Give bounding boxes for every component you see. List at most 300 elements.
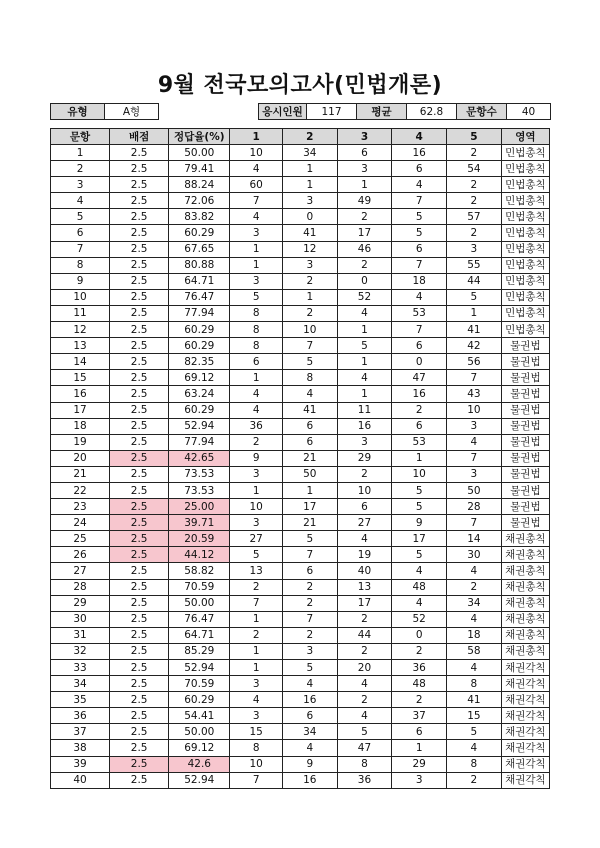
choice-3-count-cell: 2 bbox=[337, 643, 392, 659]
choice-3-count-cell: 1 bbox=[337, 386, 392, 402]
choice-5-count-cell: 43 bbox=[447, 386, 502, 402]
correct-rate-cell: 60.29 bbox=[169, 225, 230, 241]
area-cell: 민법총칙 bbox=[501, 257, 549, 273]
question-number-cell: 17 bbox=[51, 402, 110, 418]
choice-2-count-cell: 4 bbox=[282, 740, 337, 756]
col-header-rate: 정답율(%) bbox=[169, 129, 230, 145]
table-row bbox=[51, 386, 550, 402]
table-row bbox=[51, 499, 550, 515]
choice-1-count-cell: 4 bbox=[230, 209, 283, 225]
choice-1-count-cell: 1 bbox=[230, 660, 283, 676]
choice-4-count-cell: 29 bbox=[392, 756, 447, 772]
choice-3-count-cell: 2 bbox=[337, 257, 392, 273]
points-cell: 2.5 bbox=[110, 772, 169, 788]
choice-1-count-cell: 13 bbox=[230, 563, 283, 579]
choice-4-count-cell: 6 bbox=[392, 161, 447, 177]
choice-3-count-cell: 36 bbox=[337, 772, 392, 788]
question-number-cell: 27 bbox=[51, 563, 110, 579]
area-cell: 채권총칙 bbox=[501, 547, 549, 563]
area-cell: 민법총칙 bbox=[501, 241, 549, 257]
table-row bbox=[51, 273, 550, 289]
correct-rate-cell: 83.82 bbox=[169, 209, 230, 225]
question-number-cell: 38 bbox=[51, 740, 110, 756]
choice-1-count-cell: 4 bbox=[230, 386, 283, 402]
choice-5-count-cell: 7 bbox=[447, 515, 502, 531]
table-row bbox=[51, 643, 550, 659]
points-cell: 2.5 bbox=[110, 257, 169, 273]
choice-5-count-cell: 2 bbox=[447, 579, 502, 595]
col-header-choice-3: 3 bbox=[337, 129, 392, 145]
choice-1-count-cell: 7 bbox=[230, 193, 283, 209]
choice-1-count-cell: 10 bbox=[230, 756, 283, 772]
choice-5-count-cell: 2 bbox=[447, 177, 502, 193]
choice-2-count-cell: 2 bbox=[282, 579, 337, 595]
correct-rate-cell: 85.29 bbox=[169, 643, 230, 659]
choice-3-count-cell: 5 bbox=[337, 338, 392, 354]
choice-5-count-cell: 3 bbox=[447, 466, 502, 482]
col-header-choice-1: 1 bbox=[230, 129, 283, 145]
table-row bbox=[51, 547, 550, 563]
question-count-label: 문항수 bbox=[457, 104, 507, 120]
choice-3-count-cell: 20 bbox=[337, 660, 392, 676]
choice-1-count-cell: 2 bbox=[230, 627, 283, 643]
choice-4-count-cell: 3 bbox=[392, 772, 447, 788]
choice-4-count-cell: 53 bbox=[392, 305, 447, 321]
area-cell: 물권법 bbox=[501, 370, 549, 386]
correct-rate-cell: 58.82 bbox=[169, 563, 230, 579]
points-cell: 2.5 bbox=[110, 145, 169, 161]
choice-4-count-cell: 9 bbox=[392, 515, 447, 531]
table-row bbox=[51, 724, 550, 740]
correct-rate-cell: 64.71 bbox=[169, 627, 230, 643]
question-number-cell: 34 bbox=[51, 676, 110, 692]
choice-5-count-cell: 42 bbox=[447, 338, 502, 354]
choice-4-count-cell: 4 bbox=[392, 595, 447, 611]
correct-rate-cell: 63.24 bbox=[169, 386, 230, 402]
choice-4-count-cell: 1 bbox=[392, 740, 447, 756]
choice-3-count-cell: 3 bbox=[337, 161, 392, 177]
question-number-cell: 32 bbox=[51, 643, 110, 659]
choice-5-count-cell: 4 bbox=[447, 740, 502, 756]
correct-rate-cell: 88.24 bbox=[169, 177, 230, 193]
correct-rate-cell: 79.41 bbox=[169, 161, 230, 177]
choice-5-count-cell: 58 bbox=[447, 643, 502, 659]
choice-4-count-cell: 52 bbox=[392, 611, 447, 627]
correct-rate-cell: 70.59 bbox=[169, 676, 230, 692]
choice-5-count-cell: 4 bbox=[447, 660, 502, 676]
table-row bbox=[51, 161, 550, 177]
choice-2-count-cell: 21 bbox=[282, 515, 337, 531]
question-number-cell: 4 bbox=[51, 193, 110, 209]
question-number-cell: 10 bbox=[51, 289, 110, 305]
area-cell: 민법총칙 bbox=[501, 305, 549, 321]
correct-rate-cell: 60.29 bbox=[169, 322, 230, 338]
question-number-cell: 26 bbox=[51, 547, 110, 563]
table-row bbox=[51, 145, 550, 161]
table-row bbox=[51, 177, 550, 193]
points-cell: 2.5 bbox=[110, 193, 169, 209]
choice-2-count-cell: 5 bbox=[282, 354, 337, 370]
choice-2-count-cell: 41 bbox=[282, 225, 337, 241]
correct-rate-cell: 70.59 bbox=[169, 579, 230, 595]
choice-5-count-cell: 15 bbox=[447, 708, 502, 724]
area-cell: 물권법 bbox=[501, 434, 549, 450]
correct-rate-cell: 77.94 bbox=[169, 434, 230, 450]
choice-1-count-cell: 3 bbox=[230, 273, 283, 289]
choice-4-count-cell: 53 bbox=[392, 434, 447, 450]
points-cell: 2.5 bbox=[110, 241, 169, 257]
choice-3-count-cell: 4 bbox=[337, 370, 392, 386]
correct-rate-cell: 50.00 bbox=[169, 724, 230, 740]
table-row bbox=[51, 466, 550, 482]
question-number-cell: 24 bbox=[51, 515, 110, 531]
choice-3-count-cell: 6 bbox=[337, 145, 392, 161]
points-cell: 2.5 bbox=[110, 692, 169, 708]
choice-1-count-cell: 8 bbox=[230, 322, 283, 338]
points-cell: 2.5 bbox=[110, 643, 169, 659]
choice-4-count-cell: 2 bbox=[392, 643, 447, 659]
table-row bbox=[51, 289, 550, 305]
choice-1-count-cell: 3 bbox=[230, 225, 283, 241]
choice-5-count-cell: 2 bbox=[447, 225, 502, 241]
choice-1-count-cell: 4 bbox=[230, 402, 283, 418]
table-row bbox=[51, 692, 550, 708]
choice-5-count-cell: 50 bbox=[447, 482, 502, 498]
points-cell: 2.5 bbox=[110, 595, 169, 611]
choice-2-count-cell: 4 bbox=[282, 676, 337, 692]
choice-2-count-cell: 3 bbox=[282, 643, 337, 659]
points-cell: 2.5 bbox=[110, 177, 169, 193]
correct-rate-cell: 69.12 bbox=[169, 740, 230, 756]
points-cell: 2.5 bbox=[110, 660, 169, 676]
choice-4-count-cell: 6 bbox=[392, 241, 447, 257]
points-cell: 2.5 bbox=[110, 418, 169, 434]
area-cell: 채권총칙 bbox=[501, 531, 549, 547]
choice-5-count-cell: 10 bbox=[447, 402, 502, 418]
points-cell: 2.5 bbox=[110, 724, 169, 740]
choice-4-count-cell: 16 bbox=[392, 386, 447, 402]
table-row bbox=[51, 338, 550, 354]
choice-1-count-cell: 1 bbox=[230, 482, 283, 498]
choice-5-count-cell: 18 bbox=[447, 627, 502, 643]
average-value: 62.8 bbox=[407, 104, 457, 120]
choice-5-count-cell: 4 bbox=[447, 434, 502, 450]
choice-1-count-cell: 1 bbox=[230, 257, 283, 273]
choice-2-count-cell: 7 bbox=[282, 338, 337, 354]
choice-2-count-cell: 12 bbox=[282, 241, 337, 257]
correct-rate-cell: 54.41 bbox=[169, 708, 230, 724]
choice-2-count-cell: 6 bbox=[282, 418, 337, 434]
choice-2-count-cell: 8 bbox=[282, 370, 337, 386]
correct-rate-cell: 60.29 bbox=[169, 402, 230, 418]
choice-4-count-cell: 7 bbox=[392, 257, 447, 273]
table-row bbox=[51, 756, 550, 772]
col-header-choice-4: 4 bbox=[392, 129, 447, 145]
points-cell: 2.5 bbox=[110, 434, 169, 450]
table-row bbox=[51, 515, 550, 531]
choice-1-count-cell: 2 bbox=[230, 434, 283, 450]
table-row bbox=[51, 660, 550, 676]
choice-5-count-cell: 4 bbox=[447, 611, 502, 627]
choice-5-count-cell: 8 bbox=[447, 676, 502, 692]
choice-4-count-cell: 5 bbox=[392, 547, 447, 563]
choice-3-count-cell: 2 bbox=[337, 209, 392, 225]
choice-5-count-cell: 2 bbox=[447, 193, 502, 209]
choice-1-count-cell: 8 bbox=[230, 338, 283, 354]
area-cell: 민법총칙 bbox=[501, 273, 549, 289]
choice-5-count-cell: 28 bbox=[447, 499, 502, 515]
choice-4-count-cell: 7 bbox=[392, 322, 447, 338]
question-number-cell: 40 bbox=[51, 772, 110, 788]
average-label: 평균 bbox=[357, 104, 407, 120]
choice-1-count-cell: 27 bbox=[230, 531, 283, 547]
choice-3-count-cell: 10 bbox=[337, 482, 392, 498]
area-cell: 물권법 bbox=[501, 499, 549, 515]
choice-3-count-cell: 3 bbox=[337, 434, 392, 450]
area-cell: 채권각칙 bbox=[501, 756, 549, 772]
choice-4-count-cell: 1 bbox=[392, 450, 447, 466]
choice-4-count-cell: 7 bbox=[392, 193, 447, 209]
choice-3-count-cell: 1 bbox=[337, 177, 392, 193]
col-header-area: 영역 bbox=[501, 129, 549, 145]
question-number-cell: 20 bbox=[51, 450, 110, 466]
question-number-cell: 13 bbox=[51, 338, 110, 354]
choice-2-count-cell: 4 bbox=[282, 386, 337, 402]
correct-rate-cell: 72.06 bbox=[169, 193, 230, 209]
table-row bbox=[51, 418, 550, 434]
choice-2-count-cell: 2 bbox=[282, 273, 337, 289]
table-row bbox=[51, 225, 550, 241]
choice-1-count-cell: 4 bbox=[230, 161, 283, 177]
choice-5-count-cell: 8 bbox=[447, 756, 502, 772]
choice-4-count-cell: 48 bbox=[392, 676, 447, 692]
area-cell: 물권법 bbox=[501, 386, 549, 402]
choice-2-count-cell: 17 bbox=[282, 499, 337, 515]
area-cell: 채권총칙 bbox=[501, 611, 549, 627]
points-cell: 2.5 bbox=[110, 354, 169, 370]
choice-2-count-cell: 50 bbox=[282, 466, 337, 482]
choice-1-count-cell: 7 bbox=[230, 595, 283, 611]
question-number-cell: 9 bbox=[51, 273, 110, 289]
choice-2-count-cell: 6 bbox=[282, 563, 337, 579]
points-cell: 2.5 bbox=[110, 273, 169, 289]
question-number-cell: 15 bbox=[51, 370, 110, 386]
choice-4-count-cell: 5 bbox=[392, 482, 447, 498]
table-row bbox=[51, 611, 550, 627]
table-row bbox=[51, 627, 550, 643]
choice-4-count-cell: 6 bbox=[392, 418, 447, 434]
correct-rate-cell: 64.71 bbox=[169, 273, 230, 289]
area-cell: 민법총칙 bbox=[501, 225, 549, 241]
points-cell: 2.5 bbox=[110, 627, 169, 643]
table-row bbox=[51, 257, 550, 273]
type-label: 유형 bbox=[51, 104, 105, 120]
choice-2-count-cell: 5 bbox=[282, 660, 337, 676]
choice-3-count-cell: 4 bbox=[337, 708, 392, 724]
choice-3-count-cell: 4 bbox=[337, 531, 392, 547]
points-cell: 2.5 bbox=[110, 289, 169, 305]
choice-3-count-cell: 0 bbox=[337, 273, 392, 289]
area-cell: 채권총칙 bbox=[501, 627, 549, 643]
choice-1-count-cell: 6 bbox=[230, 354, 283, 370]
choice-2-count-cell: 1 bbox=[282, 289, 337, 305]
choice-1-count-cell: 3 bbox=[230, 466, 283, 482]
col-header-choice-5: 5 bbox=[447, 129, 502, 145]
choice-2-count-cell: 7 bbox=[282, 547, 337, 563]
table-row bbox=[51, 740, 550, 756]
choice-2-count-cell: 7 bbox=[282, 611, 337, 627]
choice-4-count-cell: 47 bbox=[392, 370, 447, 386]
points-cell: 2.5 bbox=[110, 547, 169, 563]
correct-rate-cell: 80.88 bbox=[169, 257, 230, 273]
question-number-cell: 28 bbox=[51, 579, 110, 595]
choice-4-count-cell: 48 bbox=[392, 579, 447, 595]
choice-1-count-cell: 3 bbox=[230, 515, 283, 531]
choice-2-count-cell: 1 bbox=[282, 482, 337, 498]
question-number-cell: 5 bbox=[51, 209, 110, 225]
choice-2-count-cell: 2 bbox=[282, 627, 337, 643]
correct-rate-cell: 67.65 bbox=[169, 241, 230, 257]
correct-rate-cell: 52.94 bbox=[169, 418, 230, 434]
table-row bbox=[51, 676, 550, 692]
choice-1-count-cell: 10 bbox=[230, 499, 283, 515]
choice-2-count-cell: 21 bbox=[282, 450, 337, 466]
question-number-cell: 22 bbox=[51, 482, 110, 498]
choice-5-count-cell: 4 bbox=[447, 563, 502, 579]
question-number-cell: 19 bbox=[51, 434, 110, 450]
choice-3-count-cell: 19 bbox=[337, 547, 392, 563]
table-row bbox=[51, 305, 550, 321]
choice-2-count-cell: 34 bbox=[282, 724, 337, 740]
points-cell: 2.5 bbox=[110, 338, 169, 354]
question-number-cell: 7 bbox=[51, 241, 110, 257]
points-cell: 2.5 bbox=[110, 611, 169, 627]
choice-3-count-cell: 29 bbox=[337, 450, 392, 466]
question-number-cell: 6 bbox=[51, 225, 110, 241]
area-cell: 민법총칙 bbox=[501, 193, 549, 209]
question-number-cell: 31 bbox=[51, 627, 110, 643]
points-cell: 2.5 bbox=[110, 756, 169, 772]
type-value: A형 bbox=[105, 104, 159, 120]
choice-2-count-cell: 2 bbox=[282, 595, 337, 611]
question-number-cell: 16 bbox=[51, 386, 110, 402]
area-cell: 채권각칙 bbox=[501, 660, 549, 676]
correct-rate-cell: 42.6 bbox=[169, 756, 230, 772]
choice-4-count-cell: 4 bbox=[392, 563, 447, 579]
table-row bbox=[51, 772, 550, 788]
points-cell: 2.5 bbox=[110, 563, 169, 579]
area-cell: 민법총칙 bbox=[501, 322, 549, 338]
correct-rate-cell: 73.53 bbox=[169, 482, 230, 498]
choice-4-count-cell: 17 bbox=[392, 531, 447, 547]
choice-1-count-cell: 1 bbox=[230, 643, 283, 659]
points-cell: 2.5 bbox=[110, 402, 169, 418]
correct-rate-cell: 20.59 bbox=[169, 531, 230, 547]
correct-rate-cell: 76.47 bbox=[169, 611, 230, 627]
choice-2-count-cell: 6 bbox=[282, 708, 337, 724]
choice-5-count-cell: 1 bbox=[447, 305, 502, 321]
choice-4-count-cell: 37 bbox=[392, 708, 447, 724]
area-cell: 채권각칙 bbox=[501, 676, 549, 692]
choice-2-count-cell: 16 bbox=[282, 772, 337, 788]
choice-3-count-cell: 5 bbox=[337, 724, 392, 740]
choice-1-count-cell: 8 bbox=[230, 740, 283, 756]
correct-rate-cell: 42.65 bbox=[169, 450, 230, 466]
choice-1-count-cell: 8 bbox=[230, 305, 283, 321]
choice-4-count-cell: 6 bbox=[392, 338, 447, 354]
area-cell: 채권각칙 bbox=[501, 772, 549, 788]
choice-2-count-cell: 41 bbox=[282, 402, 337, 418]
correct-rate-cell: 50.00 bbox=[169, 595, 230, 611]
choice-5-count-cell: 5 bbox=[447, 724, 502, 740]
choice-1-count-cell: 2 bbox=[230, 579, 283, 595]
table-row bbox=[51, 322, 550, 338]
choice-3-count-cell: 52 bbox=[337, 289, 392, 305]
choice-1-count-cell: 1 bbox=[230, 370, 283, 386]
table-row bbox=[51, 450, 550, 466]
choice-2-count-cell: 3 bbox=[282, 257, 337, 273]
choice-3-count-cell: 4 bbox=[337, 305, 392, 321]
choice-5-count-cell: 2 bbox=[447, 145, 502, 161]
choice-3-count-cell: 16 bbox=[337, 418, 392, 434]
area-cell: 물권법 bbox=[501, 354, 549, 370]
correct-rate-cell: 52.94 bbox=[169, 772, 230, 788]
correct-rate-cell: 69.12 bbox=[169, 370, 230, 386]
question-number-cell: 11 bbox=[51, 305, 110, 321]
question-number-cell: 2 bbox=[51, 161, 110, 177]
choice-5-count-cell: 14 bbox=[447, 531, 502, 547]
page-title: 9월 전국모의고사(민법개론) bbox=[157, 73, 443, 98]
question-number-cell: 23 bbox=[51, 499, 110, 515]
correct-rate-cell: 50.00 bbox=[169, 145, 230, 161]
area-cell: 민법총칙 bbox=[501, 209, 549, 225]
question-number-cell: 36 bbox=[51, 708, 110, 724]
choice-4-count-cell: 5 bbox=[392, 499, 447, 515]
choice-5-count-cell: 2 bbox=[447, 772, 502, 788]
choice-5-count-cell: 30 bbox=[447, 547, 502, 563]
choice-2-count-cell: 34 bbox=[282, 145, 337, 161]
choice-3-count-cell: 27 bbox=[337, 515, 392, 531]
results-table bbox=[50, 128, 550, 789]
choice-4-count-cell: 5 bbox=[392, 225, 447, 241]
question-number-cell: 3 bbox=[51, 177, 110, 193]
area-cell: 물권법 bbox=[501, 482, 549, 498]
choice-5-count-cell: 56 bbox=[447, 354, 502, 370]
choice-3-count-cell: 1 bbox=[337, 354, 392, 370]
table-row bbox=[51, 241, 550, 257]
question-number-cell: 14 bbox=[51, 354, 110, 370]
choice-5-count-cell: 7 bbox=[447, 450, 502, 466]
summary-table bbox=[50, 103, 551, 120]
choice-3-count-cell: 47 bbox=[337, 740, 392, 756]
choice-2-count-cell: 9 bbox=[282, 756, 337, 772]
correct-rate-cell: 82.35 bbox=[169, 354, 230, 370]
area-cell: 채권총칙 bbox=[501, 595, 549, 611]
choice-4-count-cell: 5 bbox=[392, 209, 447, 225]
question-number-cell: 37 bbox=[51, 724, 110, 740]
area-cell: 채권총칙 bbox=[501, 579, 549, 595]
area-cell: 채권각칙 bbox=[501, 724, 549, 740]
choice-4-count-cell: 4 bbox=[392, 289, 447, 305]
correct-rate-cell: 39.71 bbox=[169, 515, 230, 531]
area-cell: 채권총칙 bbox=[501, 643, 549, 659]
question-number-cell: 30 bbox=[51, 611, 110, 627]
col-header-points: 배점 bbox=[110, 129, 169, 145]
choice-3-count-cell: 2 bbox=[337, 692, 392, 708]
table-row bbox=[51, 354, 550, 370]
choice-2-count-cell: 10 bbox=[282, 322, 337, 338]
area-cell: 채권각칙 bbox=[501, 692, 549, 708]
